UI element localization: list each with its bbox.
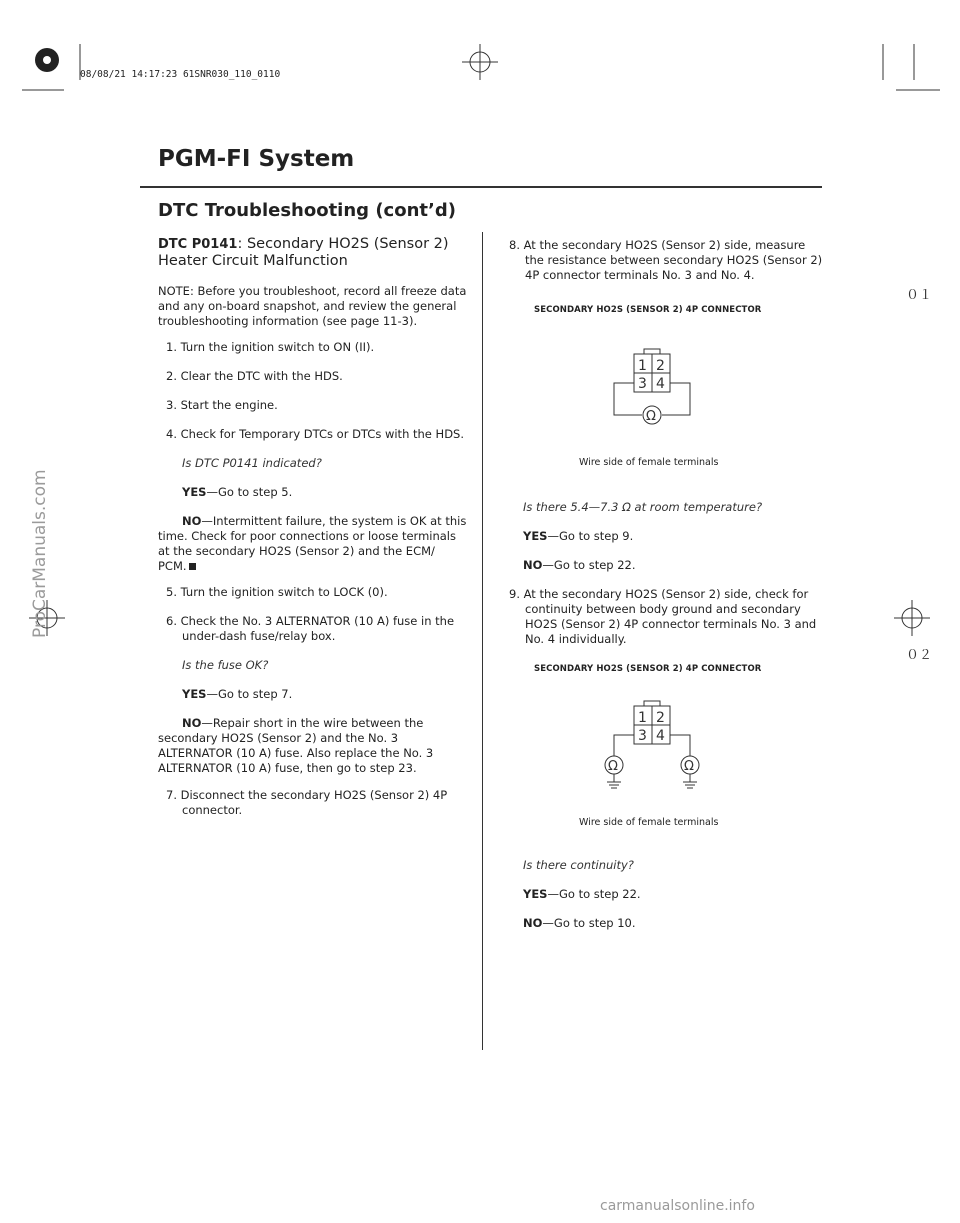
note-line: troubleshooting information (see page 11-3). <box>158 314 418 328</box>
step-9-line2: continuity between body ground and secondary <box>525 602 801 616</box>
no-text-line1: Intermittent failure, the system is OK at this <box>212 514 467 528</box>
ground-icon-left <box>607 774 621 788</box>
yes-label: YES <box>182 485 207 499</box>
no-text-line3: ALTERNATOR (10 A) fuse. Also replace the No. 3 <box>158 746 434 760</box>
step-6-line2: under-dash fuse/relay box. <box>182 629 336 643</box>
no-label: NO <box>182 514 202 528</box>
step-5: 5. Turn the ignition switch to LOCK (0). <box>166 585 388 599</box>
question-3: Is there 5.4—7.3 Ω at room temperature? <box>523 500 763 514</box>
registration-dot-center <box>43 56 51 64</box>
print-timestamp: 08/08/21 14:17:23 61SNR030_110_0110 <box>80 69 281 80</box>
q3-yes: YES—Go to step 9. <box>523 529 634 543</box>
top-crop-marks <box>0 0 960 120</box>
yes-label: YES <box>523 887 548 901</box>
ground-icon-right <box>683 774 697 788</box>
step-7-line2: connector. <box>182 803 243 817</box>
probe-wire-left <box>614 735 634 756</box>
note-text <box>158 284 466 329</box>
step-4: 4. Check for Temporary DTCs or DTCs with the HDS. <box>166 427 465 441</box>
step-8-line3: 4P connector terminals No. 3 and No. 4. <box>525 268 755 282</box>
q4-yes: YES—Go to step 22. <box>523 887 641 901</box>
connector-2-lock-tab <box>644 701 660 706</box>
dtc-separator: : <box>237 236 247 252</box>
column-divider <box>482 232 483 1050</box>
q2-no: NO—Repair short in the wire between the secondary HO2S (Sensor 2) and the No. 3 ALTERNATOR (10 A) fuse. Also replace the No. 3 ALTERNATOR (10 A) fuse, then go to step 23. <box>158 716 478 776</box>
side-mark-upper: ０１ <box>906 288 933 303</box>
q3-no: NO—Go to step 22. <box>523 558 636 572</box>
no-text-line2: time. Check for poor connections or loose terminals <box>158 529 456 543</box>
dtc-title-line1: Secondary HO2S (Sensor 2) <box>246 236 449 252</box>
connector-2-wire-caption: Wire side of female terminals <box>579 817 719 828</box>
no-label: NO <box>523 916 543 930</box>
yes-text: Go to step 9. <box>558 529 634 543</box>
end-block-icon <box>189 563 196 570</box>
no-text-line2: secondary HO2S (Sensor 2) and the No. 3 <box>158 731 399 745</box>
yes-label: YES <box>182 687 207 701</box>
note-line: and any on-board snapshot, and review the general <box>158 299 457 313</box>
yes-text: Go to step 5. <box>217 485 293 499</box>
step-6 <box>166 614 454 644</box>
no-text-line1: Repair short in the wire between the <box>212 716 424 730</box>
pin-4-label: 4 <box>656 728 665 744</box>
side-mark-lower: ０２ <box>906 648 933 663</box>
step-9-line1: 9. At the secondary HO2S (Sensor 2) side, check for <box>509 587 809 601</box>
watermark-left: ProCarManuals.com <box>30 469 50 638</box>
pin-4-label: 4 <box>656 376 665 392</box>
pin-2-label: 2 <box>656 358 665 374</box>
step-1: 1. Turn the ignition switch to ON (II). <box>166 340 375 354</box>
connector-2-caption: SECONDARY HO2S (SENSOR 2) 4P CONNECTOR <box>534 664 762 674</box>
no-label: NO <box>182 716 202 730</box>
connector-2-diagram <box>590 696 720 796</box>
pin-3-label: 3 <box>638 728 647 744</box>
no-text: Go to step 10. <box>553 916 636 930</box>
section-subtitle: DTC Troubleshooting (cont’d) <box>158 200 456 221</box>
pin-2-label: 2 <box>656 710 665 726</box>
no-text-line3: at the secondary HO2S (Sensor 2) and the ECM/ <box>158 544 435 558</box>
ohm-symbol-right: Ω <box>684 759 694 774</box>
connector-1-wire-caption: Wire side of female terminals <box>579 457 719 468</box>
step-9-line4: No. 4 individually. <box>525 632 627 646</box>
connector-1-caption: SECONDARY HO2S (SENSOR 2) 4P CONNECTOR <box>534 305 762 315</box>
step-7 <box>166 788 447 818</box>
step-7-line1: 7. Disconnect the secondary HO2S (Sensor 2) 4P <box>166 788 448 802</box>
step-9 <box>509 587 816 647</box>
dtc-code: DTC P0141 <box>158 237 238 252</box>
step-8 <box>509 238 822 283</box>
connector-1-lock-tab <box>644 349 660 354</box>
pin-3-label: 3 <box>638 376 647 392</box>
q4-no: NO—Go to step 10. <box>523 916 636 930</box>
pin-1-label: 1 <box>638 358 647 374</box>
yes-label: YES <box>523 529 548 543</box>
step-2: 2. Clear the DTC with the HDS. <box>166 369 343 383</box>
step-8-line2: the resistance between secondary HO2S (Sensor 2) <box>525 253 823 267</box>
question-1: Is DTC P0141 indicated? <box>182 456 322 470</box>
step-3: 3. Start the engine. <box>166 398 278 412</box>
dtc-title-line2: Heater Circuit Malfunction <box>158 253 348 269</box>
yes-text: Go to step 7. <box>217 687 293 701</box>
probe-wire-right <box>670 735 690 756</box>
no-label: NO <box>523 558 543 572</box>
step-6-line1: 6. Check the No. 3 ALTERNATOR (10 A) fuse in the <box>166 614 455 628</box>
page-title: PGM-FI System <box>158 146 355 172</box>
no-text-line4: ALTERNATOR (10 A) fuse, then go to step 23. <box>158 761 417 775</box>
pin-1-label: 1 <box>638 710 647 726</box>
step-8-line1: 8. At the secondary HO2S (Sensor 2) side, measure <box>509 238 806 252</box>
no-text: Go to step 22. <box>553 558 636 572</box>
yes-text: Go to step 22. <box>558 887 641 901</box>
q1-yes: YES—Go to step 5. <box>182 485 293 499</box>
q1-no: NO—Intermittent failure, the system is OK at this time. Check for poor connections or loose terminals at the secondary HO2S (Sensor 2) and the ECM/ PCM. <box>158 514 478 574</box>
question-2: Is the fuse OK? <box>182 658 269 672</box>
ohm-symbol: Ω <box>646 409 656 424</box>
ohm-symbol-left: Ω <box>608 759 618 774</box>
q2-yes: YES—Go to step 7. <box>182 687 293 701</box>
connector-1-diagram <box>600 340 710 430</box>
note-line: NOTE: Before you troubleshoot, record all freeze data <box>158 284 467 298</box>
no-text-line4: PCM. <box>158 559 187 573</box>
step-9-line3: HO2S (Sensor 2) 4P connector terminals No. 3 and <box>525 617 817 631</box>
question-4: Is there continuity? <box>523 858 634 872</box>
header-divider <box>140 186 822 188</box>
dtc-heading <box>158 236 449 270</box>
watermark-bottom: carmanualsonline.info <box>600 1198 755 1214</box>
